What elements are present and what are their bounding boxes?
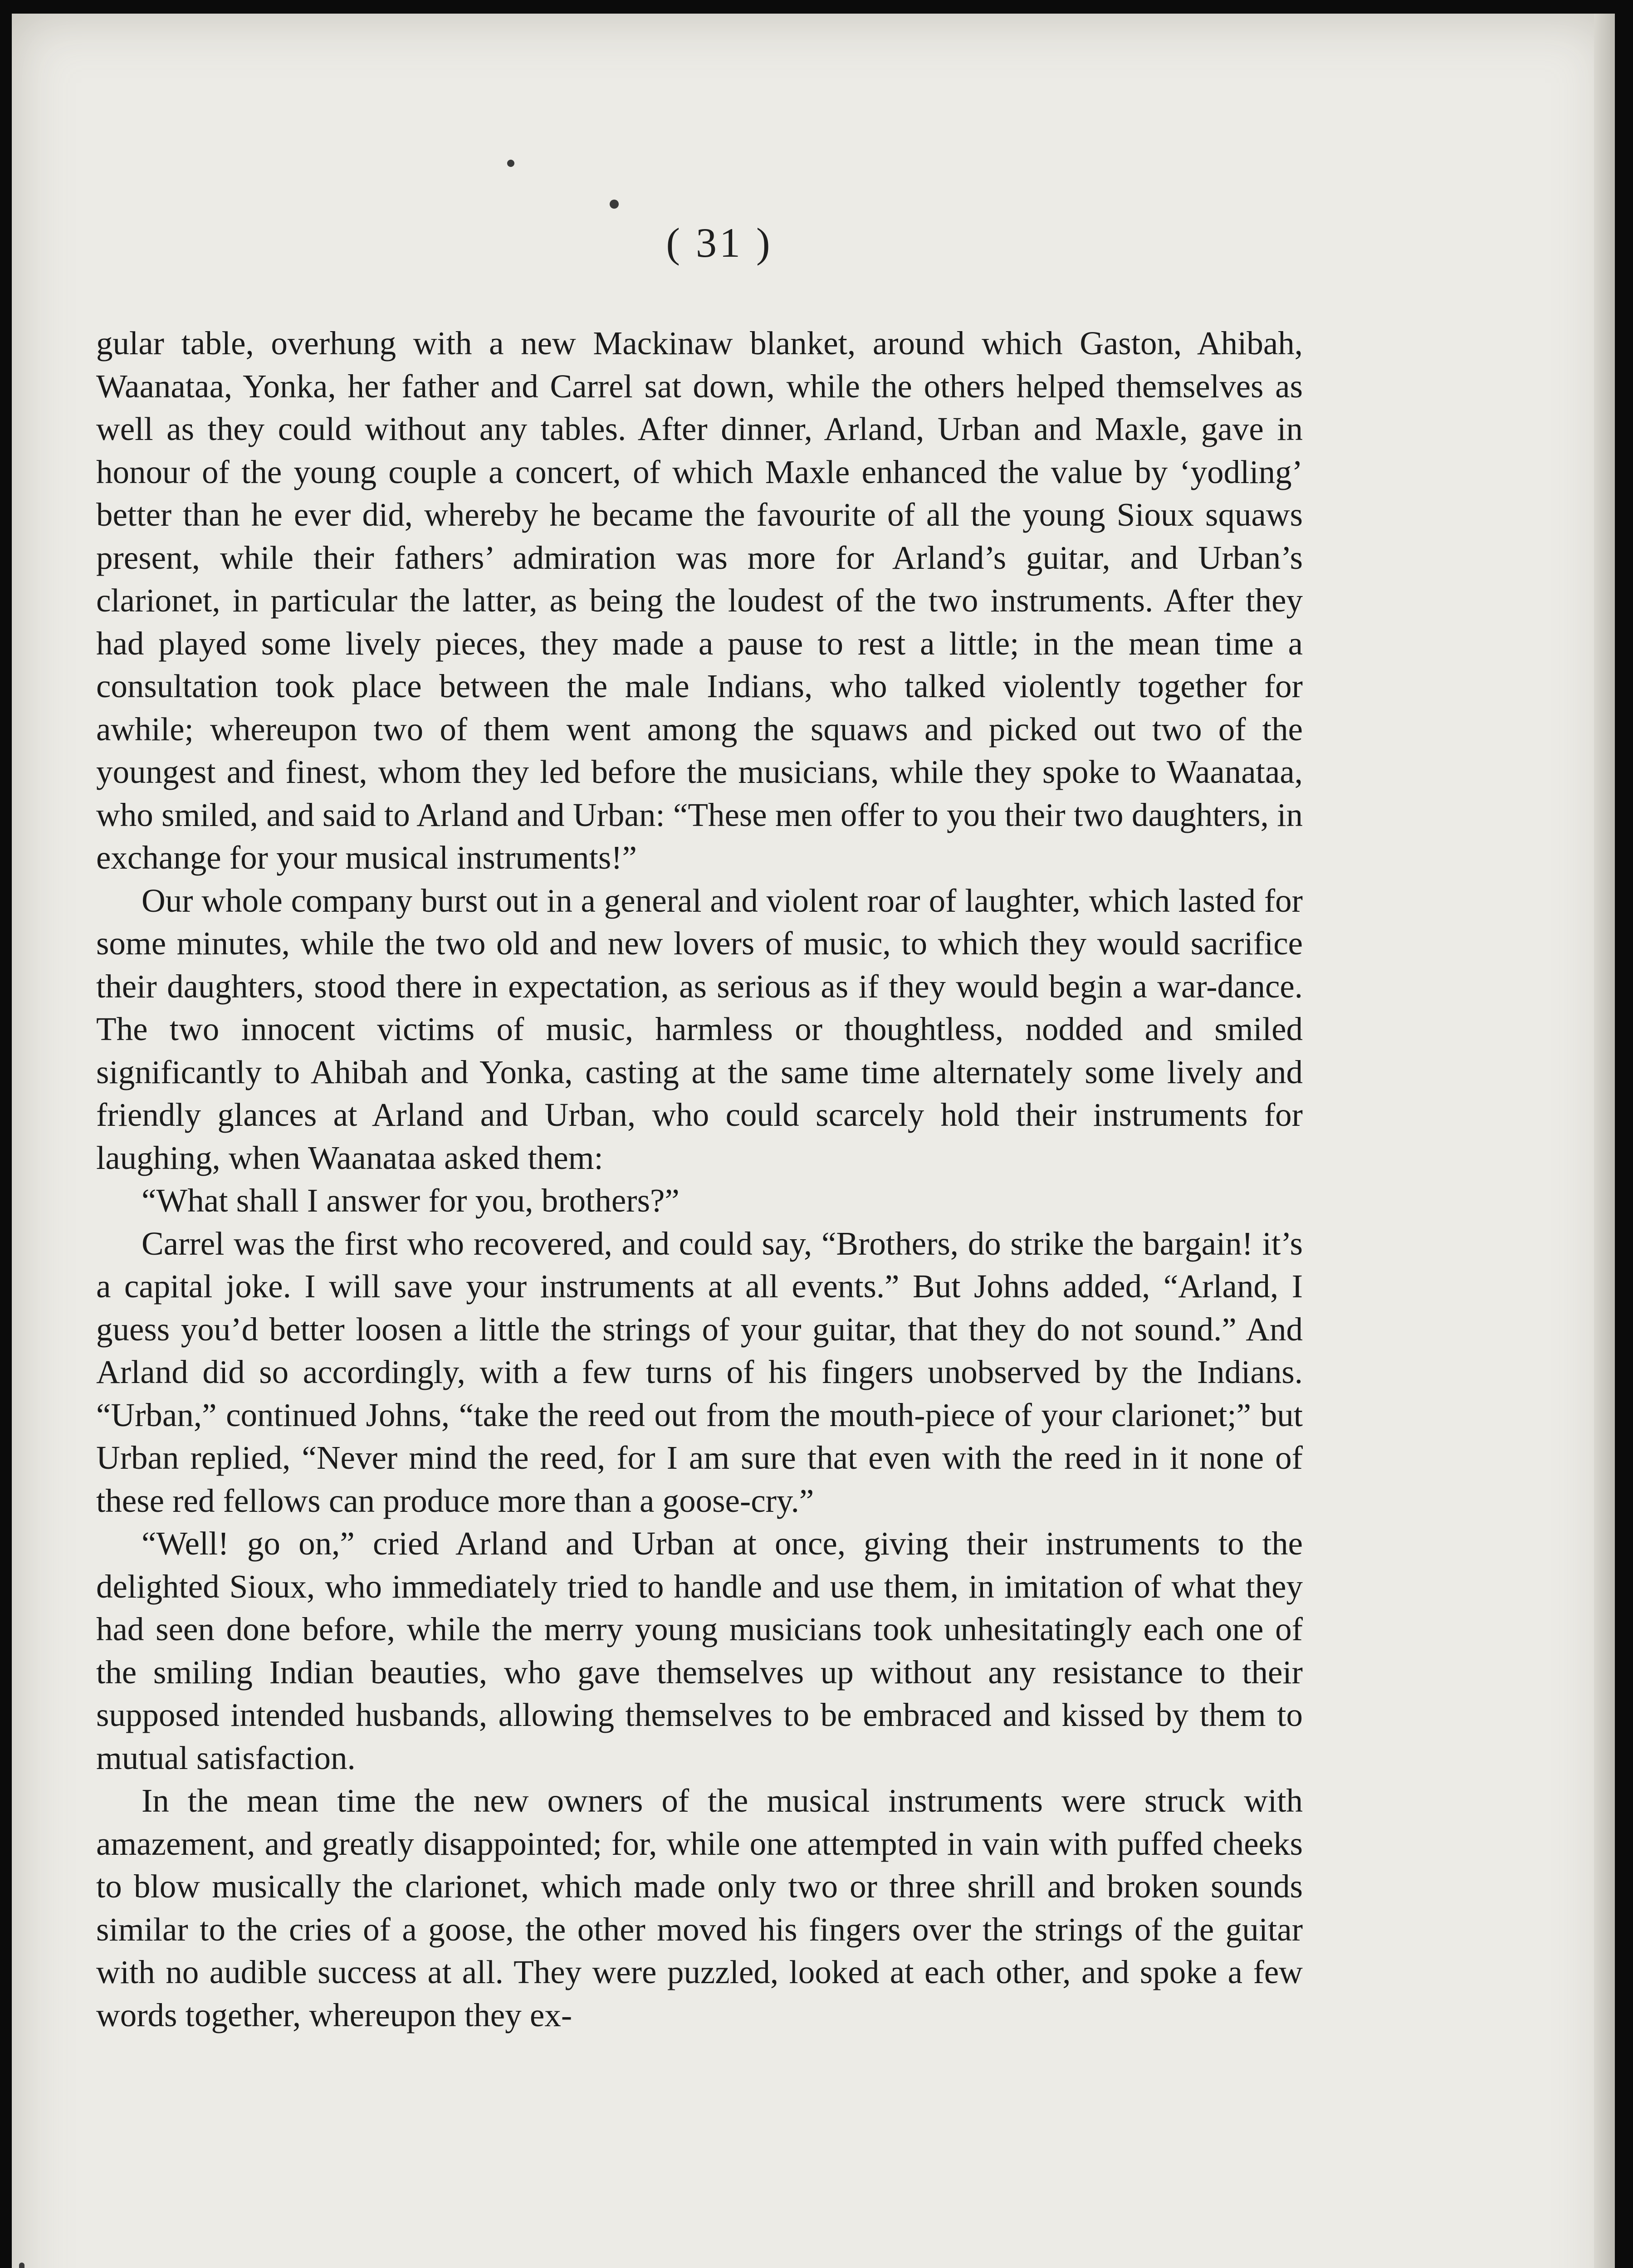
ink-speck <box>19 2263 24 2268</box>
paragraph: gular table, overhung with a new Mackinaw blanket, around which Gaston, Ahibah, Waanataa, Yonka, her father and Carrel sat down, while the others helped themselves as well as they could without any tables. After dinner, Arland, Urban and Maxle, gave in honour of the young couple a concert, of which Maxle enhanced the value by ‘yodling’ better than he ever did, whereby he became the favourite of all the young Sioux squaws present, while their fathers’ admiration was more for Arland’s guitar, and Urban’s clarionet, in particular the latter, as being the loudest of the two instruments. After they had played some lively pieces, they made a pause to rest a little; in the mean time a consultation took place between the male Indians, who talked violently together for awhile; whereupon two of them went among the squaws and picked out two of the youngest and finest, whom they led before the musicians, while they spoke to Waanataa, who smiled, and said to Arland and Urban: “These men offer to you their two daughters, in exchange for your musical instruments!” <box>96 325 1303 876</box>
body-text <box>96 322 1303 2037</box>
ink-speck <box>610 200 619 209</box>
paragraph: Our whole company burst out in a general and violent roar of laughter, which lasted for some minutes, while the two old and new lovers of music, to which they would sacrifice their daughters, stood there in expectation, as serious as if they would begin a war-dance. The two innocent victims of music, harmless or thoughtless, nodded and smiled significantly to Ahibah and Yonka, casting at the same time alternately some lively and friendly glances at Arland and Urban, who could scarcely hold their instruments for laughing, when Waanataa asked them: <box>96 882 1303 1176</box>
book-page <box>12 14 1615 2268</box>
paragraph: “What shall I answer for you, brothers?” <box>142 1182 680 1219</box>
paragraph: In the mean time the new owners of the musical instruments were struck with amazement, and greatly disappointed; for, while one attempted in vain with puffed cheeks to blow musically the clarionet, which made only two or three shrill and broken sounds similar to the cries of a goose, the other moved his fingers over the strings of the guitar with no audible success at all. They were puzzled, looked at each other, and spoke a few words together, whereupon they ex- <box>96 1782 1303 2033</box>
paragraph: “Well! go on,” cried Arland and Urban at once, giving their instruments to the delighted Sioux, who immediately tried to handle and use them, in imitation of what they had seen done before, while the merry young musicians took unhesitatingly each one of the smiling Indian beauties, who gave themselves up without any resistance to their supposed intended husbands, allowing themselves to be embraced and kissed by them to mutual satisfaction. <box>96 1525 1303 1776</box>
page-edge <box>1594 14 1615 2268</box>
paragraph: Carrel was the first who recovered, and could say, “Brothers, do strike the bargain! it’s a capital joke. I will save your instruments at all events.” But Johns added, “Arland, I guess you’d better loosen a little the strings of your guitar, that they do not sound.” And Arland did so accordingly, with a few turns of his fingers unobserved by the Indians. “Urban,” continued Johns, “take the reed out from the mouth-piece of your clarionet;” but Urban replied, “Never mind the reed, for I am sure that even with the reed in it none of these red fellows can produce more than a goose-cry.” <box>96 1225 1303 1519</box>
page-number: ( 31 ) <box>666 220 773 266</box>
ink-speck <box>507 160 514 167</box>
